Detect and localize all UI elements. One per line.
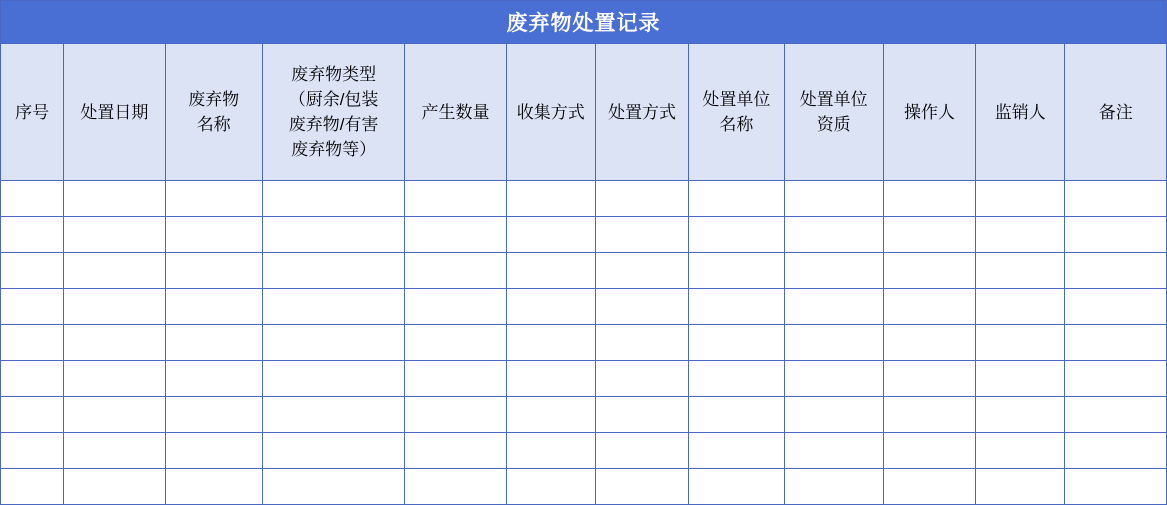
table-cell[interactable] — [976, 253, 1065, 289]
table-cell[interactable] — [784, 397, 883, 433]
table-cell[interactable] — [1, 181, 64, 217]
table-row — [1, 433, 1167, 469]
table-cell[interactable] — [976, 433, 1065, 469]
table-cell[interactable] — [506, 469, 595, 505]
table-cell[interactable] — [883, 253, 975, 289]
table-cell[interactable] — [64, 433, 165, 469]
table-row — [1, 181, 1167, 217]
table-cell[interactable] — [689, 325, 784, 361]
table-cell[interactable] — [1, 397, 64, 433]
table-cell[interactable] — [262, 253, 404, 289]
table-cell[interactable] — [784, 325, 883, 361]
table-cell[interactable] — [405, 469, 506, 505]
table-cell[interactable] — [64, 253, 165, 289]
column-header-line: 废弃物/有害 — [288, 115, 379, 134]
table-cell[interactable] — [976, 469, 1065, 505]
table-cell[interactable] — [784, 433, 883, 469]
table-body — [1, 1, 1167, 505]
column-header-line: 废弃物等） — [291, 140, 377, 159]
column-header-line: 资质 — [816, 115, 851, 134]
table-cell[interactable] — [262, 361, 404, 397]
table-cell[interactable] — [883, 289, 975, 325]
table-cell[interactable] — [883, 469, 975, 505]
table-cell[interactable] — [1065, 289, 1167, 325]
table-cell[interactable] — [595, 433, 688, 469]
table-cell[interactable] — [883, 361, 975, 397]
table-cell[interactable] — [405, 253, 506, 289]
table-cell[interactable] — [595, 181, 688, 217]
table-cell[interactable] — [262, 397, 404, 433]
table-cell[interactable] — [506, 181, 595, 217]
column-header — [1, 44, 64, 181]
table-cell[interactable] — [165, 253, 262, 289]
table-cell[interactable] — [1, 361, 64, 397]
table-cell[interactable] — [64, 469, 165, 505]
table-row — [1, 253, 1167, 289]
table-cell[interactable] — [506, 253, 595, 289]
column-header-line: 序号 — [15, 102, 50, 122]
table-cell[interactable] — [689, 181, 784, 217]
column-header-line: 废弃物 — [188, 90, 240, 109]
column-header-line: 处置日期 — [80, 102, 149, 122]
table-cell[interactable] — [784, 217, 883, 253]
column-header — [976, 44, 1065, 181]
table-cell[interactable] — [1065, 253, 1167, 289]
table-cell[interactable] — [405, 433, 506, 469]
table-cell[interactable] — [506, 289, 595, 325]
table-cell[interactable] — [262, 325, 404, 361]
table-cell[interactable] — [64, 325, 165, 361]
table-cell[interactable] — [784, 361, 883, 397]
column-header — [262, 44, 404, 181]
table-cell[interactable] — [64, 289, 165, 325]
column-header — [883, 44, 975, 181]
table-row — [1, 469, 1167, 505]
column-header-line: 操作人 — [904, 102, 955, 122]
table-cell[interactable] — [506, 361, 595, 397]
column-header-line: 名称 — [719, 115, 754, 134]
table-cell[interactable] — [883, 181, 975, 217]
title-row — [1, 1, 1167, 44]
column-header-line: 名称 — [196, 115, 231, 134]
table-cell[interactable] — [1065, 361, 1167, 397]
table-cell[interactable] — [976, 361, 1065, 397]
table-cell[interactable] — [506, 217, 595, 253]
table-cell[interactable] — [883, 397, 975, 433]
table-cell[interactable] — [165, 433, 262, 469]
table-cell[interactable] — [1065, 217, 1167, 253]
table-cell[interactable] — [165, 325, 262, 361]
table-cell[interactable] — [689, 469, 784, 505]
table-cell[interactable] — [976, 397, 1065, 433]
table-cell[interactable] — [506, 397, 595, 433]
table-cell[interactable] — [784, 253, 883, 289]
column-header-line: 废弃物类型 — [291, 65, 377, 84]
table-cell[interactable] — [883, 325, 975, 361]
table-cell[interactable] — [165, 217, 262, 253]
table-cell[interactable] — [1065, 433, 1167, 469]
table-cell[interactable] — [883, 433, 975, 469]
table-cell[interactable] — [595, 253, 688, 289]
table-cell[interactable] — [1065, 181, 1167, 217]
table-cell[interactable] — [689, 433, 784, 469]
table-cell[interactable] — [883, 217, 975, 253]
table-cell[interactable] — [689, 289, 784, 325]
table-cell[interactable] — [595, 397, 688, 433]
table-cell[interactable] — [1, 253, 64, 289]
table-cell[interactable] — [1, 469, 64, 505]
table-cell[interactable] — [1065, 397, 1167, 433]
column-header-line: 处置单位 — [799, 90, 868, 109]
column-header — [1065, 44, 1167, 181]
column-header — [689, 44, 784, 181]
table-cell[interactable] — [1065, 469, 1167, 505]
column-header-line: 监销人 — [994, 102, 1046, 122]
table-cell[interactable] — [64, 361, 165, 397]
column-header-line: 收集方式 — [516, 102, 585, 122]
table-cell[interactable] — [595, 217, 688, 253]
page-title: 废弃物处置记录 — [1, 1, 1167, 44]
column-header-line: （厨余/包装 — [288, 90, 379, 109]
table-cell[interactable] — [262, 217, 404, 253]
table-cell[interactable] — [1, 325, 64, 361]
table-cell[interactable] — [506, 325, 595, 361]
table-row — [1, 217, 1167, 253]
table-cell[interactable] — [405, 181, 506, 217]
column-header-line: 产生数量 — [421, 102, 490, 122]
table-cell[interactable] — [165, 181, 262, 217]
table-row — [1, 325, 1167, 361]
table-cell[interactable] — [784, 469, 883, 505]
table-cell[interactable] — [595, 289, 688, 325]
table-cell[interactable] — [689, 397, 784, 433]
column-header-line: 处置单位 — [702, 90, 771, 109]
table-cell[interactable] — [689, 253, 784, 289]
table-cell[interactable] — [262, 433, 404, 469]
column-header — [64, 44, 165, 181]
table-cell[interactable] — [165, 289, 262, 325]
table-cell[interactable] — [1065, 325, 1167, 361]
table-cell[interactable] — [506, 433, 595, 469]
table-cell[interactable] — [262, 289, 404, 325]
column-header — [595, 44, 688, 181]
table-cell[interactable] — [976, 325, 1065, 361]
column-header-line: 处置方式 — [608, 102, 677, 122]
table-cell[interactable] — [595, 361, 688, 397]
table-cell[interactable] — [64, 217, 165, 253]
table-cell[interactable] — [405, 289, 506, 325]
table-cell[interactable] — [405, 325, 506, 361]
table-cell[interactable] — [165, 469, 262, 505]
column-header — [784, 44, 883, 181]
table-cell[interactable] — [405, 217, 506, 253]
table-row — [1, 289, 1167, 325]
table-cell[interactable] — [595, 325, 688, 361]
table-cell[interactable] — [1, 289, 64, 325]
table-cell[interactable] — [1, 217, 64, 253]
table-cell[interactable] — [262, 181, 404, 217]
table-cell[interactable] — [165, 361, 262, 397]
table-cell[interactable] — [262, 469, 404, 505]
table-cell[interactable] — [784, 289, 883, 325]
table-cell[interactable] — [784, 181, 883, 217]
table-cell[interactable] — [976, 289, 1065, 325]
table-cell[interactable] — [976, 217, 1065, 253]
column-header — [506, 44, 595, 181]
column-header — [165, 44, 262, 181]
table-row — [1, 361, 1167, 397]
table-cell[interactable] — [1, 433, 64, 469]
table-cell[interactable] — [689, 361, 784, 397]
table-cell[interactable] — [64, 181, 165, 217]
column-header — [405, 44, 506, 181]
table-cell[interactable] — [689, 217, 784, 253]
table-cell[interactable] — [405, 397, 506, 433]
table-cell[interactable] — [405, 361, 506, 397]
table-cell[interactable] — [165, 397, 262, 433]
table-row — [1, 397, 1167, 433]
column-header-line: 备注 — [1098, 102, 1133, 122]
table-cell[interactable] — [64, 397, 165, 433]
header-row — [1, 44, 1167, 181]
table-cell[interactable] — [976, 181, 1065, 217]
table-cell[interactable] — [595, 469, 688, 505]
